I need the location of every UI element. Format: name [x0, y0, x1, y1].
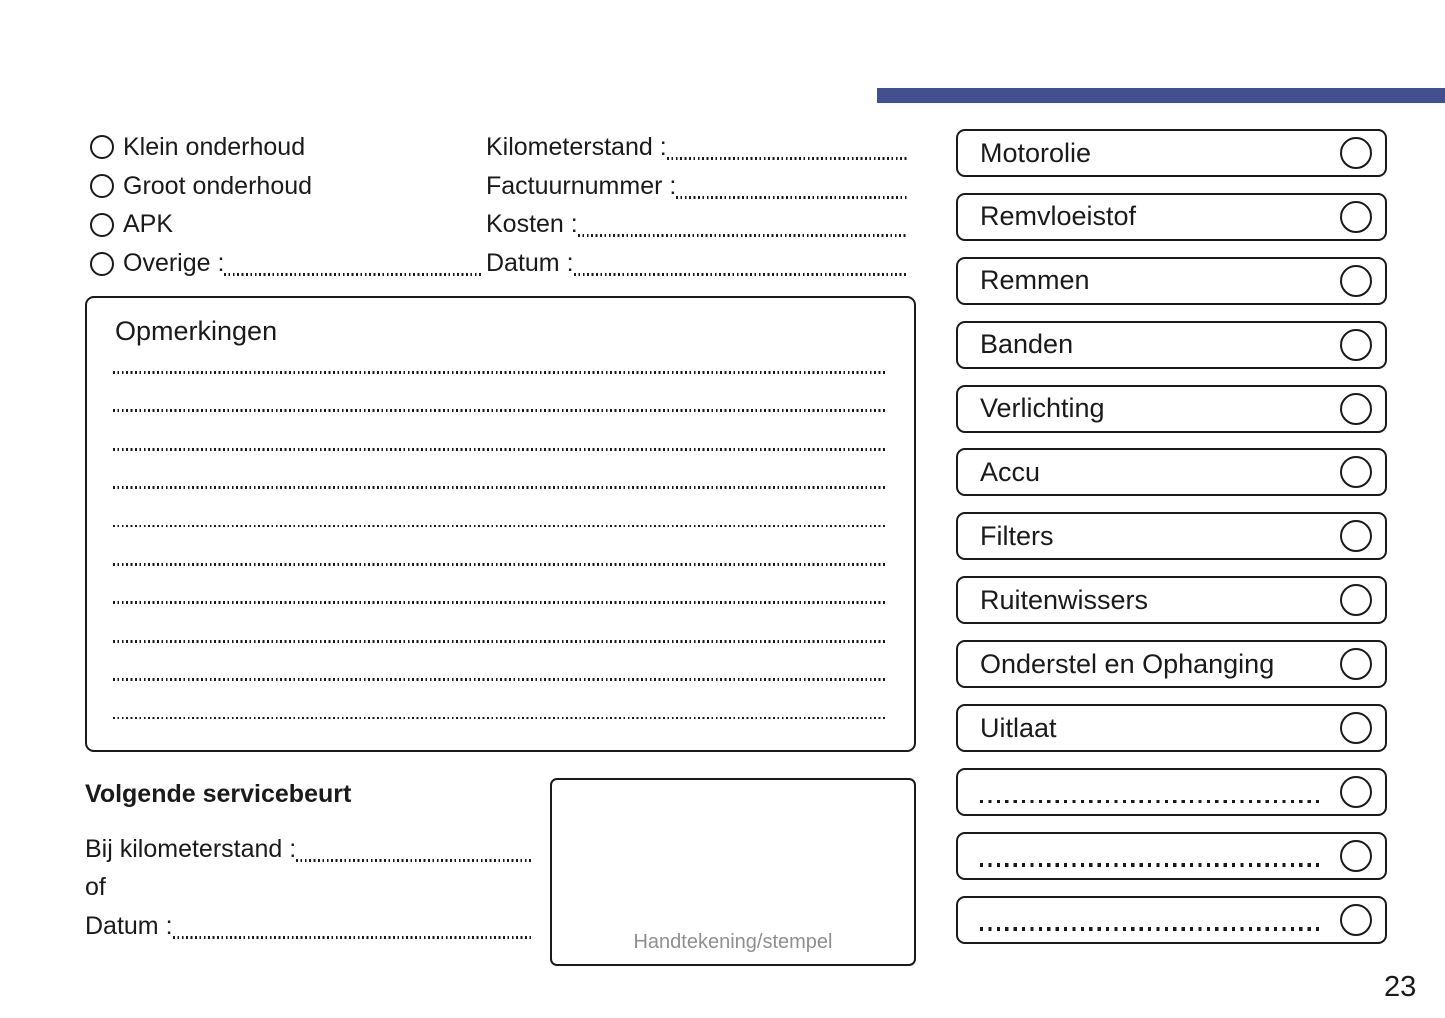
remarks-ruled-line [113, 640, 886, 643]
checklist-label-motorolie: Motorolie [980, 137, 1092, 168]
remarks-ruled-line [113, 525, 886, 528]
checklist-label-onderstel-en-ophanging: Onderstel en Ophanging [980, 648, 1275, 679]
checklist-fill-line-blank-1[interactable] [980, 800, 1322, 803]
service-type-label-groot-onderhoud: Groot onderhoud [123, 171, 313, 200]
checklist-circle-banden[interactable] [1340, 329, 1372, 361]
service-type-row-apk [90, 206, 483, 245]
remarks-ruled-line [113, 601, 886, 604]
checklist-item-remmen [956, 257, 1387, 305]
checklist-label-accu: Accu [980, 456, 1041, 487]
checklist-item-uitlaat [956, 704, 1387, 752]
checklist-fill-line-blank-3[interactable] [980, 927, 1322, 930]
field-row-kosten [486, 206, 908, 245]
kosten-fill-line[interactable] [578, 234, 908, 237]
checklist-circle-remvloeistof[interactable] [1340, 201, 1372, 233]
remarks-ruled-lines [113, 371, 886, 755]
remarks-ruled-line [113, 563, 886, 566]
bij-kilometerstand-fill-line[interactable] [296, 859, 533, 862]
radio-klein-onderhoud[interactable] [90, 135, 114, 159]
next-service-row-bij-kilometerstand [85, 830, 533, 869]
checklist-item-accu [956, 448, 1387, 496]
checklist-item-verlichting [956, 385, 1387, 433]
checklist-item-remvloeistof [956, 193, 1387, 241]
checklist-item-blank-3 [956, 896, 1387, 944]
checklist-item-motorolie [956, 129, 1387, 177]
checklist-circle-onderstel-en-ophanging[interactable] [1340, 648, 1372, 680]
field-row-datum [486, 244, 908, 283]
field-row-kilometerstand [486, 128, 908, 167]
service-checklist [956, 129, 1387, 960]
next-service-row-of [85, 869, 533, 908]
service-type-label-klein-onderhoud: Klein onderhoud [123, 132, 306, 161]
checklist-item-onderstel-en-ophanging [956, 640, 1387, 688]
next-service-label-bij-kilometerstand: Bij kilometerstand : [85, 834, 297, 863]
service-type-options [90, 128, 483, 283]
signature-placeholder: Handtekening/stempel [633, 931, 833, 953]
radio-groot-onderhoud[interactable] [90, 174, 114, 198]
checklist-circle-accu[interactable] [1340, 456, 1372, 488]
datum-fill-line[interactable] [574, 273, 908, 276]
next-service-row-datum [85, 907, 533, 946]
checklist-circle-blank-1[interactable] [1340, 776, 1372, 808]
checklist-item-filters [956, 512, 1387, 560]
remarks-ruled-line [113, 409, 886, 412]
checklist-label-uitlaat: Uitlaat [980, 712, 1057, 743]
remarks-ruled-line [113, 717, 886, 720]
checklist-label-ruitenwissers: Ruitenwissers [980, 584, 1149, 615]
remarks-ruled-line [113, 371, 886, 374]
checklist-circle-verlichting[interactable] [1340, 393, 1372, 425]
remarks-ruled-line [113, 448, 886, 451]
next-service-section [85, 780, 533, 946]
next-service-label-of: of [85, 873, 106, 902]
checklist-label-remmen: Remmen [980, 265, 1090, 296]
checklist-item-ruitenwissers [956, 576, 1387, 624]
checklist-label-banden: Banden [980, 329, 1074, 360]
header-accent-bar [877, 88, 1445, 103]
checklist-circle-ruitenwissers[interactable] [1340, 584, 1372, 616]
overige-fill-line[interactable] [224, 273, 483, 276]
service-type-label-overige: Overige : [123, 249, 225, 278]
checklist-circle-uitlaat[interactable] [1340, 712, 1372, 744]
checklist-circle-blank-2[interactable] [1340, 840, 1372, 872]
service-type-row-klein-onderhoud [90, 128, 483, 167]
radio-overige[interactable] [90, 252, 114, 276]
service-detail-fields [486, 128, 908, 283]
remarks-ruled-line [113, 678, 886, 681]
field-label-datum: Datum : [486, 249, 574, 278]
radio-apk[interactable] [90, 213, 114, 237]
kilometerstand-fill-line[interactable] [667, 157, 908, 160]
next-service-title: Volgende servicebeurt [85, 780, 352, 808]
factuurnummer-fill-line[interactable] [676, 196, 908, 199]
field-label-kilometerstand: Kilometerstand : [486, 132, 667, 161]
checklist-fill-line-blank-2[interactable] [980, 863, 1322, 866]
checklist-circle-blank-3[interactable] [1340, 904, 1372, 936]
checklist-label-remvloeistof: Remvloeistof [980, 201, 1137, 232]
service-type-label-apk: APK [123, 210, 174, 239]
checklist-label-filters: Filters [980, 520, 1054, 551]
checklist-circle-motorolie[interactable] [1340, 137, 1372, 169]
field-row-factuurnummer [486, 167, 908, 206]
checklist-label-verlichting: Verlichting [980, 393, 1105, 424]
checklist-item-blank-1 [956, 768, 1387, 816]
checklist-item-blank-2 [956, 832, 1387, 880]
field-label-kosten: Kosten : [486, 210, 578, 239]
next-service-label-datum: Datum : [85, 911, 173, 940]
page-number: 23 [1384, 971, 1417, 1003]
service-type-row-overige [90, 244, 483, 283]
datum-fill-line[interactable] [173, 936, 533, 939]
checklist-item-banden [956, 321, 1387, 369]
signature-box[interactable] [550, 778, 916, 966]
next-service-fields [85, 830, 533, 946]
remarks-ruled-line [113, 486, 886, 489]
field-label-factuurnummer: Factuurnummer : [486, 171, 677, 200]
checklist-circle-filters[interactable] [1340, 520, 1372, 552]
remarks-title: Opmerkingen [115, 316, 278, 346]
remarks-box[interactable] [85, 296, 916, 752]
checklist-circle-remmen[interactable] [1340, 265, 1372, 297]
service-type-row-groot-onderhoud [90, 167, 483, 206]
